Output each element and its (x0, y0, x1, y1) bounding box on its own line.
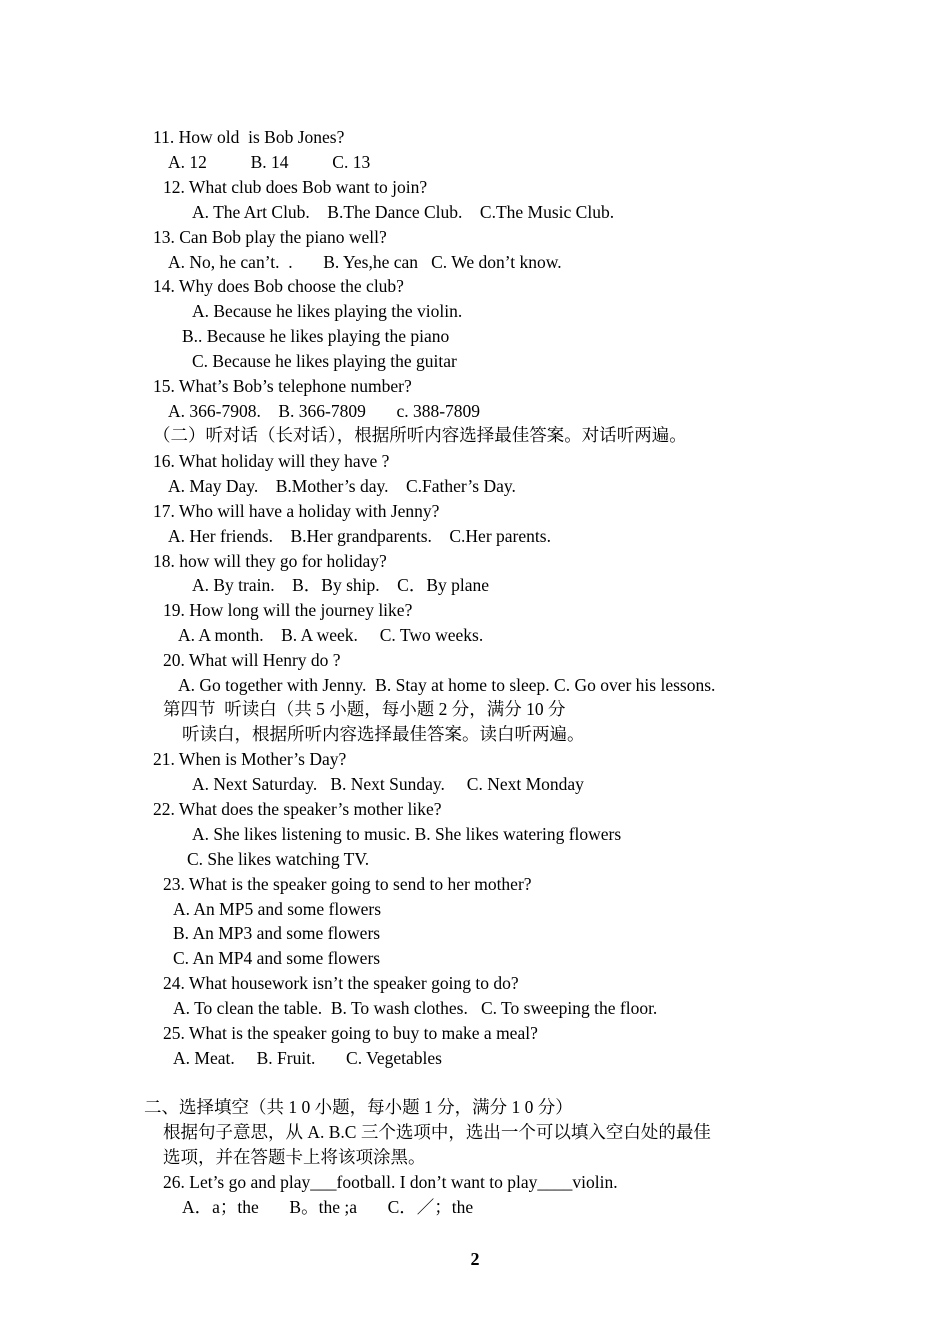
text-line: 18. how will they go for holiday? (153, 551, 387, 571)
text-line: A. No, he can’t. . B. Yes,he can C. We don’t know. (168, 252, 562, 272)
text-line: 选项，并在答题卡上将该项涂黑。 (163, 1147, 426, 1167)
text-line: A. By train. B．By ship. C．By plane (192, 575, 490, 595)
text-line: A. Because he likes playing the violin. (192, 301, 463, 321)
text-line: C. Because he likes playing the guitar (192, 351, 457, 371)
text-line: A. May Day. B.Mother’s day. C.Father’s Day. (168, 476, 516, 496)
text-line: A. A month. B. A week. C. Two weeks. (178, 625, 484, 645)
text-line: 23. What is the speaker going to send to her mother? (163, 874, 532, 894)
text-line: A. 12 B. 14 C. 13 (168, 152, 371, 172)
text-line: B. An MP3 and some flowers (173, 923, 381, 943)
text-line: A. An MP5 and some flowers (173, 899, 382, 919)
text-line: 22. What does the speaker’s mother like? (153, 799, 442, 819)
text-line: 14. Why does Bob choose the club? (153, 276, 404, 296)
text-line: A. Her friends. B.Her grandparents. C.Her parents. (168, 526, 551, 546)
text-line: 20. What will Henry do ? (163, 650, 341, 670)
text-line: 13. Can Bob play the piano well? (153, 227, 387, 247)
text-line: （二）听对话（长对话），根据所听内容选择最佳答案。对话听两遍。 (153, 425, 687, 445)
page-number: 2 (470, 1249, 480, 1269)
text-line: 15. What’s Bob’s telephone number? (153, 376, 412, 396)
text-line: A. Go together with Jenny. B. Stay at home to sleep. C. Go over his lessons. (178, 675, 716, 695)
text-line: C. An MP4 and some flowers (173, 948, 381, 968)
text-line: 根据句子意思，从 A. B.C 三个选项中，选出一个可以填入空白处的最佳 (163, 1122, 711, 1142)
text-line: A. She likes listening to music. B. She likes watering flowers (192, 824, 622, 844)
text-line: 17. Who will have a holiday with Jenny? (153, 501, 440, 521)
text-line: 第四节 听读白（共 5 小题，每小题 2 分，满分 10 分 (163, 699, 566, 719)
text-line: A. Next Saturday. B. Next Sunday. C. Next Monday (192, 774, 584, 794)
text-line: 21. When is Mother’s Day? (153, 749, 347, 769)
text-line: A. The Art Club. B.The Dance Club. C.The Music Club. (192, 202, 615, 222)
text-line: 24. What housework isn’t the speaker going to do? (163, 973, 519, 993)
text-line: 25. What is the speaker going to buy to make a meal? (163, 1023, 538, 1043)
text-line: 11. How old is Bob Jones? (153, 127, 345, 147)
text-line: 12. What club does Bob want to join? (163, 177, 428, 197)
text-line: A. Meat. B. Fruit. C. Vegetables (173, 1048, 442, 1068)
text-line: C. She likes watching TV. (187, 849, 370, 869)
text-line: A. 366-7908. B. 366-7809 c. 388-7809 (168, 401, 481, 421)
text-line: 二、选择填空（共 1 0 小题，每小题 1 分，满分 1 0 分） (144, 1097, 573, 1117)
text-line: A. To clean the table. B. To wash clothes. C. To sweeping the floor. (173, 998, 658, 1018)
text-line: 26. Let’s go and play___football. I don’t want to play____violin. (163, 1172, 618, 1192)
text-line: 听读白，根据所听内容选择最佳答案。读白听两遍。 (182, 724, 585, 744)
text-line: 19. How long will the journey like? (163, 600, 413, 620)
text-line: A．a；the B。the ;a C．／；the (182, 1197, 474, 1217)
text-line: B.. Because he likes playing the piano (182, 326, 450, 346)
text-line: 16. What holiday will they have ? (153, 451, 390, 471)
